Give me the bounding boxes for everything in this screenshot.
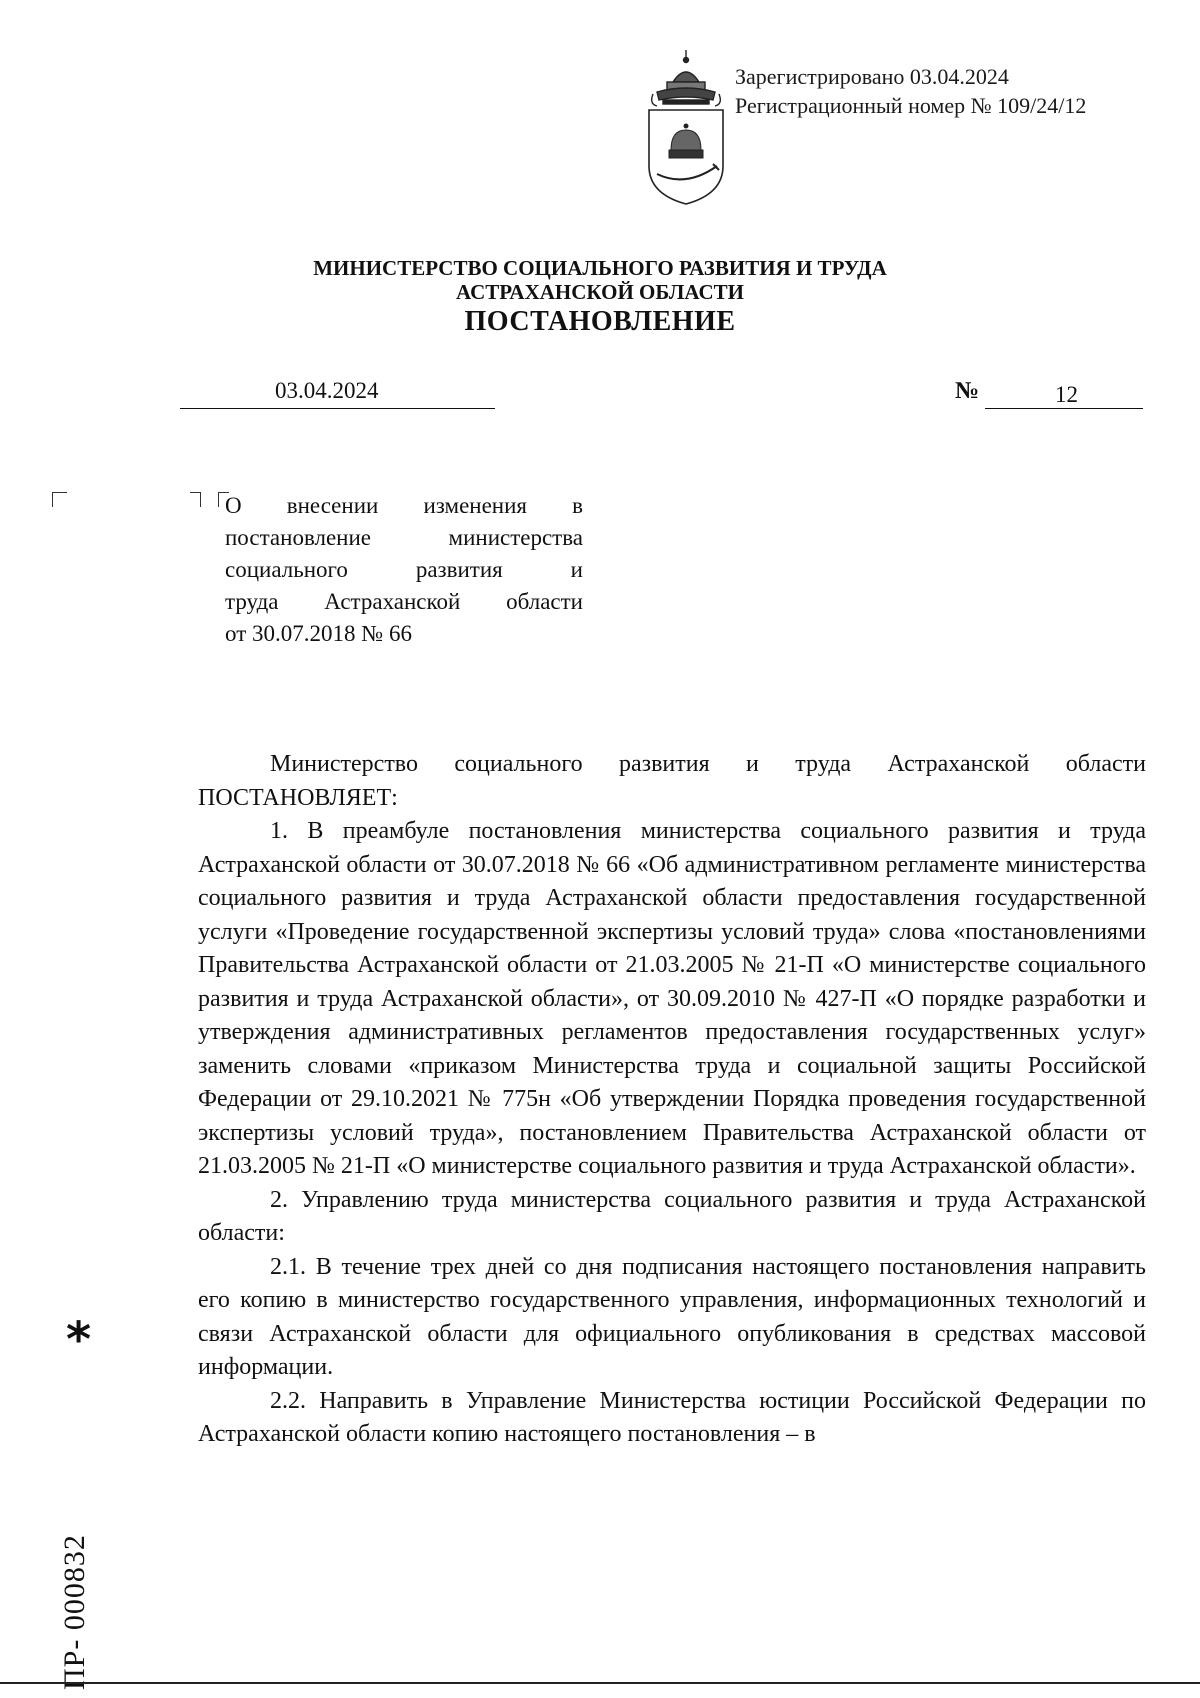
subject-line: социального развития и xyxy=(225,557,583,582)
registration-date: Зарегистрировано 03.04.2024 xyxy=(735,64,1009,89)
corner-mark-left xyxy=(52,492,67,507)
ministry-line-1: МИНИСТЕРСТВО СОЦИАЛЬНОГО РАЗВИТИЯ И ТРУДА xyxy=(313,256,887,280)
body-paragraph: 2.1. В течение трех дней со дня подписания настоящего постановления направить его копию в министерство государственного управления, информационных технологий и связи Астраханской области для официального опубликования в средствах массовой информации. xyxy=(198,1253,1146,1380)
document-subject xyxy=(225,490,583,650)
margin-asterisk: * xyxy=(66,1312,92,1368)
document-number: 12 xyxy=(1055,382,1078,407)
body-paragraph: 1. В преамбуле постановления министерства социального развития и труда Астраханской области от 30.07.2018 № 66 «Об административном регламенте министерства социального развития и труда Астраханской области предоставления государственной услуги «Проведение государственной экспертизы условий труда» слова «постановлениями Правительства Астраханской области от 21.03.2005 № 21-П «О министерстве социального развития и труда Астраханской области», от 30.09.2010 № 427-П «О порядке разработки и утверждения административных регламентов предоставления государственных услуг» заменить словами «приказом Министерства труда и социальной защиты Российской Федерации от 29.10.2021 № 775н «Об утверждении Порядка проведения государственной экспертизы условий труда», постановлением Правительства Астраханской области от 21.03.2005 № 21-П «О министерстве социального развития и труда Астраханской области». xyxy=(198,818,1146,1179)
body-paragraph: Министерство социального развития и труда Астраханской области ПОСТАНОВЛЯЕТ: xyxy=(198,751,1146,811)
number-label: № xyxy=(955,378,980,404)
document-number-field xyxy=(985,378,1143,409)
subject-line: постановление министерства xyxy=(225,525,583,550)
body-paragraph: 2.2. Направить в Управление Министерства юстиции Российской Федерации по Астраханской области копию настоящего постановления – в xyxy=(198,1387,1146,1447)
document-date: 03.04.2024 xyxy=(275,378,379,403)
margin-form-code: ПР- 000832 xyxy=(58,1534,91,1690)
registration-stamp xyxy=(735,62,1086,120)
subject-line: труда Астраханской области xyxy=(225,589,583,614)
body-paragraph: 2. Управлению труда министерства социального развития и труда Астраханской области: xyxy=(198,1186,1146,1246)
document-date-field xyxy=(180,378,495,409)
corner-mark-mid xyxy=(190,492,201,507)
subject-line: от 30.07.2018 № 66 xyxy=(225,621,412,646)
document-type-title: ПОСТАНОВЛЕНИЕ xyxy=(464,306,736,337)
registration-number: Регистрационный номер № 109/24/12 xyxy=(735,93,1087,118)
coat-of-arms-emblem xyxy=(643,48,729,208)
document-body xyxy=(198,748,1146,1452)
bottom-border-line xyxy=(0,1682,1200,1684)
subject-line: О внесении изменения в xyxy=(225,493,583,518)
ministry-name xyxy=(300,256,900,304)
ministry-line-2: АСТРАХАНСКОЙ ОБЛАСТИ xyxy=(455,280,745,304)
